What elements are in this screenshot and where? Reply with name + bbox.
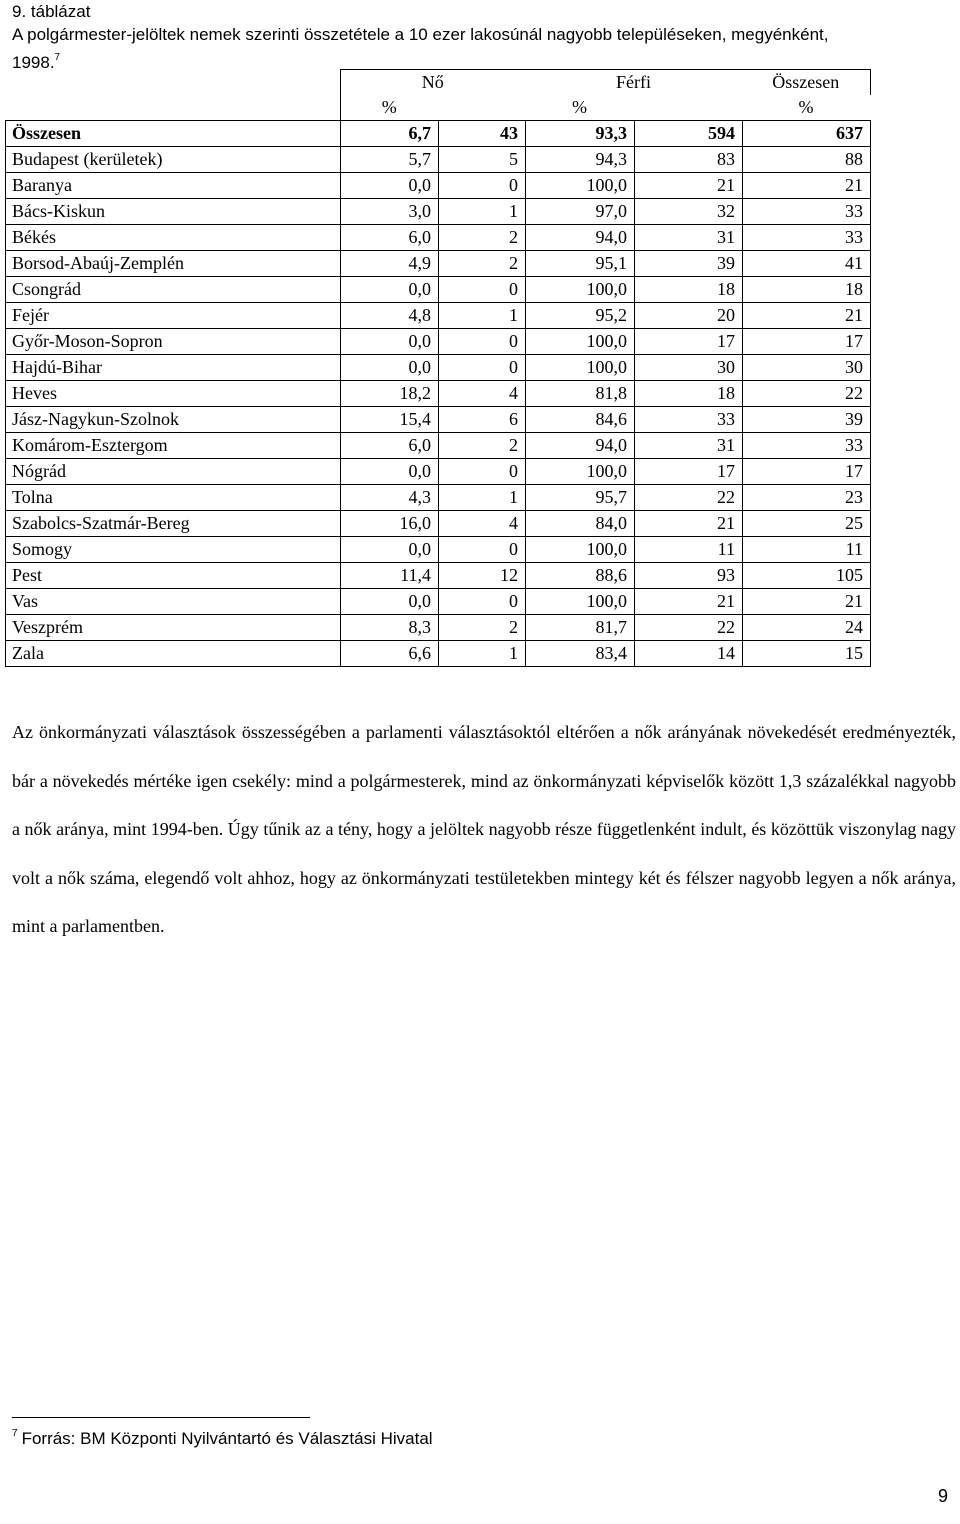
- table-cell: 25: [743, 511, 871, 537]
- table-row: [6, 641, 871, 667]
- table-cell: 22: [635, 615, 743, 641]
- table-cell: 39: [635, 251, 743, 277]
- table-cell: 6,7: [341, 121, 439, 147]
- header-blank: [6, 70, 341, 96]
- header-female: Nő: [341, 70, 526, 96]
- unit-female-pct: %: [341, 95, 439, 121]
- table-cell: 0: [439, 459, 526, 485]
- row-label: Bács-Kiskun: [6, 199, 341, 225]
- table-row: [6, 589, 871, 615]
- table-cell: 2: [439, 225, 526, 251]
- table-cell: 0: [439, 589, 526, 615]
- header-row-units: [6, 95, 871, 121]
- table-cell: 0: [439, 277, 526, 303]
- table-cell: 17: [635, 459, 743, 485]
- row-label: Pest: [6, 563, 341, 589]
- table-cell: 594: [635, 121, 743, 147]
- row-label: Szabolcs-Szatmár-Bereg: [6, 511, 341, 537]
- table-cell: 4: [439, 381, 526, 407]
- table-cell: 94,0: [526, 433, 635, 459]
- table-cell: 17: [743, 459, 871, 485]
- table-cell: 0: [439, 355, 526, 381]
- table-cell: 15: [743, 641, 871, 667]
- table-cell: 93: [635, 563, 743, 589]
- table-cell: 100,0: [526, 537, 635, 563]
- table-row: [6, 199, 871, 225]
- table-row: [6, 459, 871, 485]
- table-cell: 81,8: [526, 381, 635, 407]
- table-cell: 94,0: [526, 225, 635, 251]
- table-cell: 83: [635, 147, 743, 173]
- table-cell: 0,0: [341, 589, 439, 615]
- table-cell: 88,6: [526, 563, 635, 589]
- row-label: Csongrád: [6, 277, 341, 303]
- table-row: [6, 537, 871, 563]
- row-label: Békés: [6, 225, 341, 251]
- table-cell: 0,0: [341, 173, 439, 199]
- table-cell: 39: [743, 407, 871, 433]
- table-cell: 1: [439, 641, 526, 667]
- table-cell: 3,0: [341, 199, 439, 225]
- footnote-text: Forrás: BM Központi Nyilvántartó és Választási Hivatal: [21, 1429, 433, 1448]
- table-cell: 43: [439, 121, 526, 147]
- table-cell: 100,0: [526, 459, 635, 485]
- table-cell: 4,9: [341, 251, 439, 277]
- table-cell: 12: [439, 563, 526, 589]
- table-cell: 2: [439, 251, 526, 277]
- table-row: [6, 147, 871, 173]
- table-cell: 6: [439, 407, 526, 433]
- table-cell: 94,3: [526, 147, 635, 173]
- data-table: [5, 69, 871, 667]
- row-label: Zala: [6, 641, 341, 667]
- table-row: [6, 225, 871, 251]
- table-row: [6, 485, 871, 511]
- header-blank: [6, 95, 341, 121]
- table-cell: 6,0: [341, 433, 439, 459]
- row-label: Heves: [6, 381, 341, 407]
- table-cell: 105: [743, 563, 871, 589]
- table-cell: 5: [439, 147, 526, 173]
- table-cell: 2: [439, 615, 526, 641]
- table-row: [6, 511, 871, 537]
- row-label: Vas: [6, 589, 341, 615]
- table-cell: 31: [635, 433, 743, 459]
- row-label: Tolna: [6, 485, 341, 511]
- row-label: Fejér: [6, 303, 341, 329]
- table-cell: 81,7: [526, 615, 635, 641]
- row-label: Győr-Moson-Sopron: [6, 329, 341, 355]
- table-cell: 18,2: [341, 381, 439, 407]
- table-cell: 18: [743, 277, 871, 303]
- table-caption: [12, 0, 828, 74]
- table-cell: 6,6: [341, 641, 439, 667]
- table-row: [6, 173, 871, 199]
- table-cell: 18: [635, 277, 743, 303]
- table-cell: 22: [743, 381, 871, 407]
- table-cell: 21: [743, 173, 871, 199]
- unit-blank: [635, 95, 743, 121]
- header-total: Összesen: [743, 70, 871, 96]
- table-cell: 93,3: [526, 121, 635, 147]
- table-cell: 17: [635, 329, 743, 355]
- table-cell: 33: [635, 407, 743, 433]
- table-cell: 100,0: [526, 589, 635, 615]
- table-cell: 84,0: [526, 511, 635, 537]
- table-cell: 4: [439, 511, 526, 537]
- table-title: A polgármester-jelöltek nemek szerinti összetétele a 10 ezer lakosúnál nagyobb településeken, megyénként,: [12, 25, 829, 44]
- table-cell: 0,0: [341, 277, 439, 303]
- table-number: 9. táblázat: [12, 2, 91, 21]
- table-cell: 21: [743, 589, 871, 615]
- table-cell: 33: [743, 225, 871, 251]
- table-cell: 30: [635, 355, 743, 381]
- row-label: Budapest (kerületek): [6, 147, 341, 173]
- table-cell: 21: [743, 303, 871, 329]
- table-cell: 100,0: [526, 329, 635, 355]
- table-cell: 11,4: [341, 563, 439, 589]
- table-row: [6, 563, 871, 589]
- unit-blank: [439, 95, 526, 121]
- table-cell: 16,0: [341, 511, 439, 537]
- row-label: Somogy: [6, 537, 341, 563]
- table-cell: 21: [635, 173, 743, 199]
- table-row: [6, 251, 871, 277]
- body-text: Az önkormányzati választások összességében a parlamenti választásoktól eltérően a nők arányának növekedését eredményezték, bár a növekedés mértéke igen csekély: mind a polgármesterek, mind az önkormányzati képviselők között 1,3 százalékkal nagyobb a nők aránya, mint 1994-ben. Úgy tűnik az a tény, hogy a jelöltek nagyobb része függetlenként indult, és közöttük viszonylag nagy volt a nők száma, elegendő volt ahhoz, hogy az önkormányzati testületekben mintegy két és félszer nagyobb legyen a nők aránya, mint a parlamentben.: [12, 722, 956, 936]
- table-cell: 0: [439, 173, 526, 199]
- footnote: [12, 1428, 433, 1449]
- table-row: [6, 381, 871, 407]
- table-cell: 31: [635, 225, 743, 251]
- table-cell: 95,2: [526, 303, 635, 329]
- table-year: 1998.: [12, 53, 55, 72]
- table-cell: 21: [635, 589, 743, 615]
- table-cell: 2: [439, 433, 526, 459]
- table-cell: 11: [743, 537, 871, 563]
- table-cell: 0: [439, 537, 526, 563]
- table-cell: 8,3: [341, 615, 439, 641]
- table-cell: 15,4: [341, 407, 439, 433]
- table-cell: 1: [439, 303, 526, 329]
- table-cell: 0,0: [341, 537, 439, 563]
- table-cell: 6,0: [341, 225, 439, 251]
- table-cell: 88: [743, 147, 871, 173]
- table-cell: 20: [635, 303, 743, 329]
- table-cell: 32: [635, 199, 743, 225]
- header-male: Férfi: [526, 70, 743, 96]
- table-cell: 100,0: [526, 355, 635, 381]
- table-cell: 41: [743, 251, 871, 277]
- table-cell: 14: [635, 641, 743, 667]
- row-label: Komárom-Esztergom: [6, 433, 341, 459]
- table-cell: 33: [743, 199, 871, 225]
- table-cell: 83,4: [526, 641, 635, 667]
- table-cell: 84,6: [526, 407, 635, 433]
- table-cell: 0: [439, 329, 526, 355]
- footnote-ref: 7: [54, 52, 61, 63]
- table-cell: 95,1: [526, 251, 635, 277]
- row-label: Nógrád: [6, 459, 341, 485]
- table-cell: 5,7: [341, 147, 439, 173]
- row-label: Borsod-Abaúj-Zemplén: [6, 251, 341, 277]
- table-cell: 23: [743, 485, 871, 511]
- unit-male-pct: %: [572, 97, 587, 117]
- table-cell: 21: [635, 511, 743, 537]
- table-cell: 17: [743, 329, 871, 355]
- table-cell: 0,0: [341, 329, 439, 355]
- table-cell: 30: [743, 355, 871, 381]
- header-row-groups: [6, 70, 871, 96]
- table-cell: 95,7: [526, 485, 635, 511]
- row-label: Veszprém: [6, 615, 341, 641]
- table-cell: 100,0: [526, 277, 635, 303]
- table-row: [6, 355, 871, 381]
- row-label: Hajdú-Bihar: [6, 355, 341, 381]
- unit-total-pct: %: [798, 97, 814, 117]
- table-row: [6, 329, 871, 355]
- table-cell: 637: [743, 121, 871, 147]
- footnote-separator: [12, 1417, 310, 1418]
- total-row: [6, 121, 871, 147]
- table-cell: 1: [439, 485, 526, 511]
- table-cell: 24: [743, 615, 871, 641]
- table-cell: 4,3: [341, 485, 439, 511]
- table-row: [6, 303, 871, 329]
- table-cell: 0,0: [341, 355, 439, 381]
- table-cell: 11: [635, 537, 743, 563]
- table-row: [6, 407, 871, 433]
- table-cell: 1: [439, 199, 526, 225]
- table-row: [6, 277, 871, 303]
- table-cell: 4,8: [341, 303, 439, 329]
- table-row: [6, 615, 871, 641]
- page-number: 9: [937, 1486, 948, 1506]
- body-paragraph: [12, 708, 956, 951]
- row-label: Baranya: [6, 173, 341, 199]
- footnote-marker: 7: [12, 1428, 18, 1439]
- table-cell: 97,0: [526, 199, 635, 225]
- table-cell: 18: [635, 381, 743, 407]
- table-cell: 22: [635, 485, 743, 511]
- row-label: Jász-Nagykun-Szolnok: [6, 407, 341, 433]
- table-cell: 100,0: [526, 173, 635, 199]
- table-cell: 0,0: [341, 459, 439, 485]
- row-label: Összesen: [6, 121, 341, 147]
- table-cell: 33: [743, 433, 871, 459]
- table-row: [6, 433, 871, 459]
